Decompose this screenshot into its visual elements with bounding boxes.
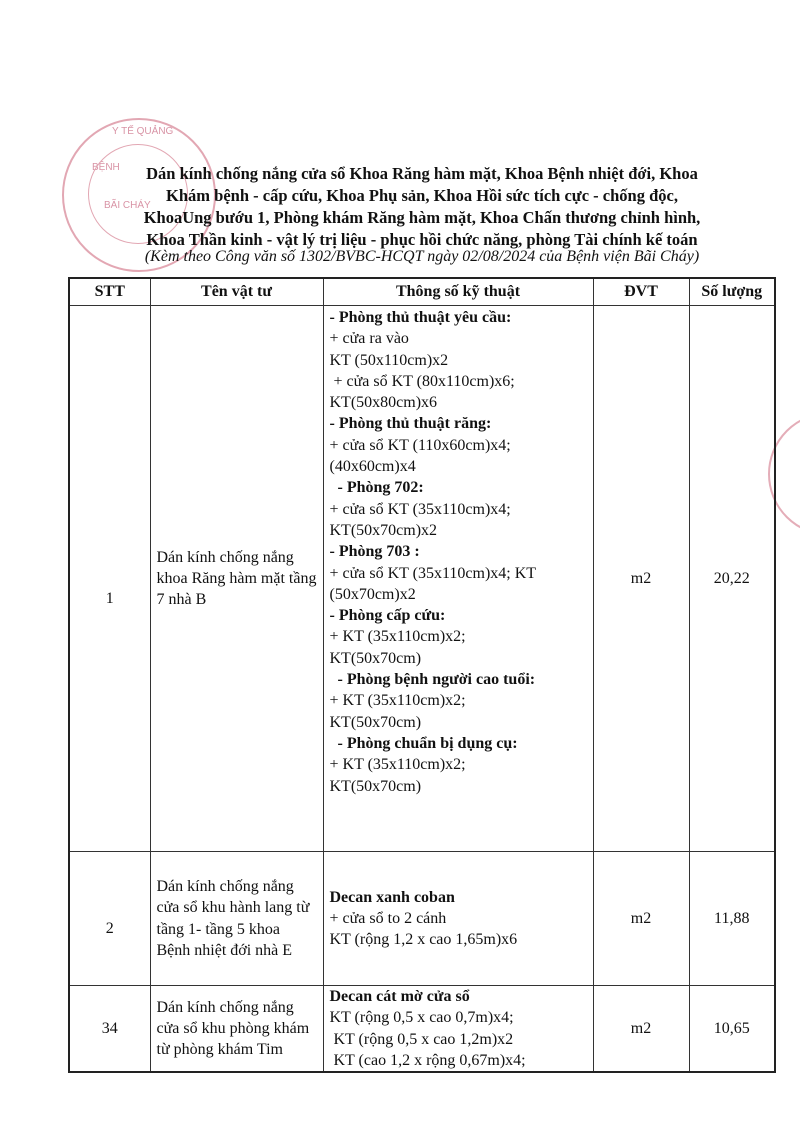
cell-stt: 34: [69, 986, 150, 1073]
header-stt: STT: [69, 278, 150, 306]
table-header-row: [69, 278, 775, 306]
spec-line: + KT (35x110cm)x2;: [329, 628, 466, 646]
spec-line: + cửa sổ KT (110x60cm)x4;: [329, 436, 511, 454]
spec-heading: - Phòng thủ thuật răng:: [329, 415, 492, 433]
spec-line: KT(50x70cm): [329, 649, 422, 667]
document-title: [72, 163, 772, 251]
spec-line: KT (rộng 1,2 x cao 1,65m)x6: [329, 931, 518, 949]
cell-quantity: 11,88: [689, 852, 775, 986]
spec-line: KT(50x70cm): [329, 777, 422, 795]
title-line: Dán kính chống nắng cửa sổ Khoa Răng hàm mặt, Khoa Bệnh nhiệt đới, Khoa: [146, 164, 698, 183]
spec-line: + cửa sổ KT (80x110cm)x6;: [329, 372, 515, 390]
spec-line: (50x70cm)x2: [329, 585, 416, 603]
spec-line: KT(50x80cm)x6: [329, 394, 438, 412]
header-item-name: Tên vật tư: [150, 278, 323, 306]
header-quantity: Số lượng: [689, 278, 775, 306]
spec-line: (40x60cm)x4: [329, 458, 416, 476]
spec-heading: Decan xanh coban: [329, 888, 455, 906]
spec-line: KT(50x70cm)x2: [329, 521, 438, 539]
materials-table: [68, 277, 776, 1073]
title-line: Khoa Thần kinh - vật lý trị liệu - phục hồi chức năng, phòng Tài chính kế toán: [146, 230, 698, 249]
cell-stt: 1: [69, 306, 150, 852]
table-row: [69, 306, 775, 852]
spec-line: + KT (35x110cm)x2;: [329, 756, 466, 774]
cell-item-name: Dán kính chống nắng cửa sổ khu hành lang từ tầng 1- tầng 5 khoa Bệnh nhiệt đới nhà E: [150, 852, 323, 986]
table-row: [69, 852, 775, 986]
spec-line: KT(50x70cm): [329, 713, 422, 731]
cell-quantity: 20,22: [689, 306, 775, 852]
spec-heading: Decan cát mờ cửa sổ: [329, 988, 470, 1005]
document-subtitle: (Kèm theo Công văn số 1302/BVBC-HCQT ngày 02/08/2024 của Bệnh viện Bãi Cháy): [144, 248, 700, 265]
table-row: [69, 986, 775, 1073]
spec-heading: - Phòng cấp cứu:: [329, 607, 446, 625]
spec-line: + cửa sổ to 2 cánh: [329, 909, 447, 927]
spec-line: + cửa sổ KT (35x110cm)x4; KT: [329, 564, 537, 582]
title-line: Khám bệnh - cấp cứu, Khoa Phụ sản, Khoa Hồi sức tích cực - chống độc,: [166, 186, 678, 205]
cell-stt: 2: [69, 852, 150, 986]
spec-line: + cửa sổ KT (35x110cm)x4;: [329, 500, 511, 518]
spec-heading: - Phòng bệnh người cao tuổi:: [329, 671, 536, 689]
stamp-text-top: Y TẾ QUẢNG: [112, 126, 174, 137]
spec-line: KT (50x110cm)x2: [329, 351, 449, 369]
cell-quantity: 10,65: [689, 986, 775, 1073]
spec-heading: - Phòng 702:: [329, 479, 424, 497]
stamp-text-bottom: BÃI CHÁY: [104, 200, 151, 211]
cell-spec: [323, 986, 593, 1073]
spec-line: KT (cao 1,2 x rộng 0,67m)x4;: [329, 1051, 526, 1069]
cell-unit: m2: [593, 306, 689, 852]
cell-item-name: Dán kính chống nắng khoa Răng hàm mặt tầng 7 nhà B: [150, 306, 323, 852]
spec-heading: - Phòng 703 :: [329, 543, 420, 561]
cell-item-name: Dán kính chống nắng cửa sổ khu phòng khám từ phòng khám Tim: [150, 986, 323, 1073]
spec-line: KT (rộng 0,5 x cao 0,7m)x4;: [329, 1009, 514, 1027]
cell-spec: [323, 306, 593, 852]
spec-heading: - Phòng thủ thuật yêu cầu:: [329, 309, 512, 326]
spec-heading: - Phòng chuẩn bị dụng cụ:: [329, 734, 518, 752]
cell-spec: [323, 852, 593, 986]
cell-unit: m2: [593, 852, 689, 986]
title-line: KhoaUng bướu 1, Phòng khám Răng hàm mặt, Khoa Chấn thương chỉnh hình,: [143, 208, 701, 227]
stamp-text-mid: BỆNH: [92, 162, 120, 173]
cell-unit: m2: [593, 986, 689, 1073]
header-spec: Thông số kỹ thuật: [323, 278, 593, 306]
header-unit: ĐVT: [593, 278, 689, 306]
spec-line: + KT (35x110cm)x2;: [329, 692, 466, 710]
spec-line: + cửa ra vào: [329, 330, 409, 348]
spec-line: KT (rộng 0,5 x cao 1,2m)x2: [329, 1030, 514, 1048]
